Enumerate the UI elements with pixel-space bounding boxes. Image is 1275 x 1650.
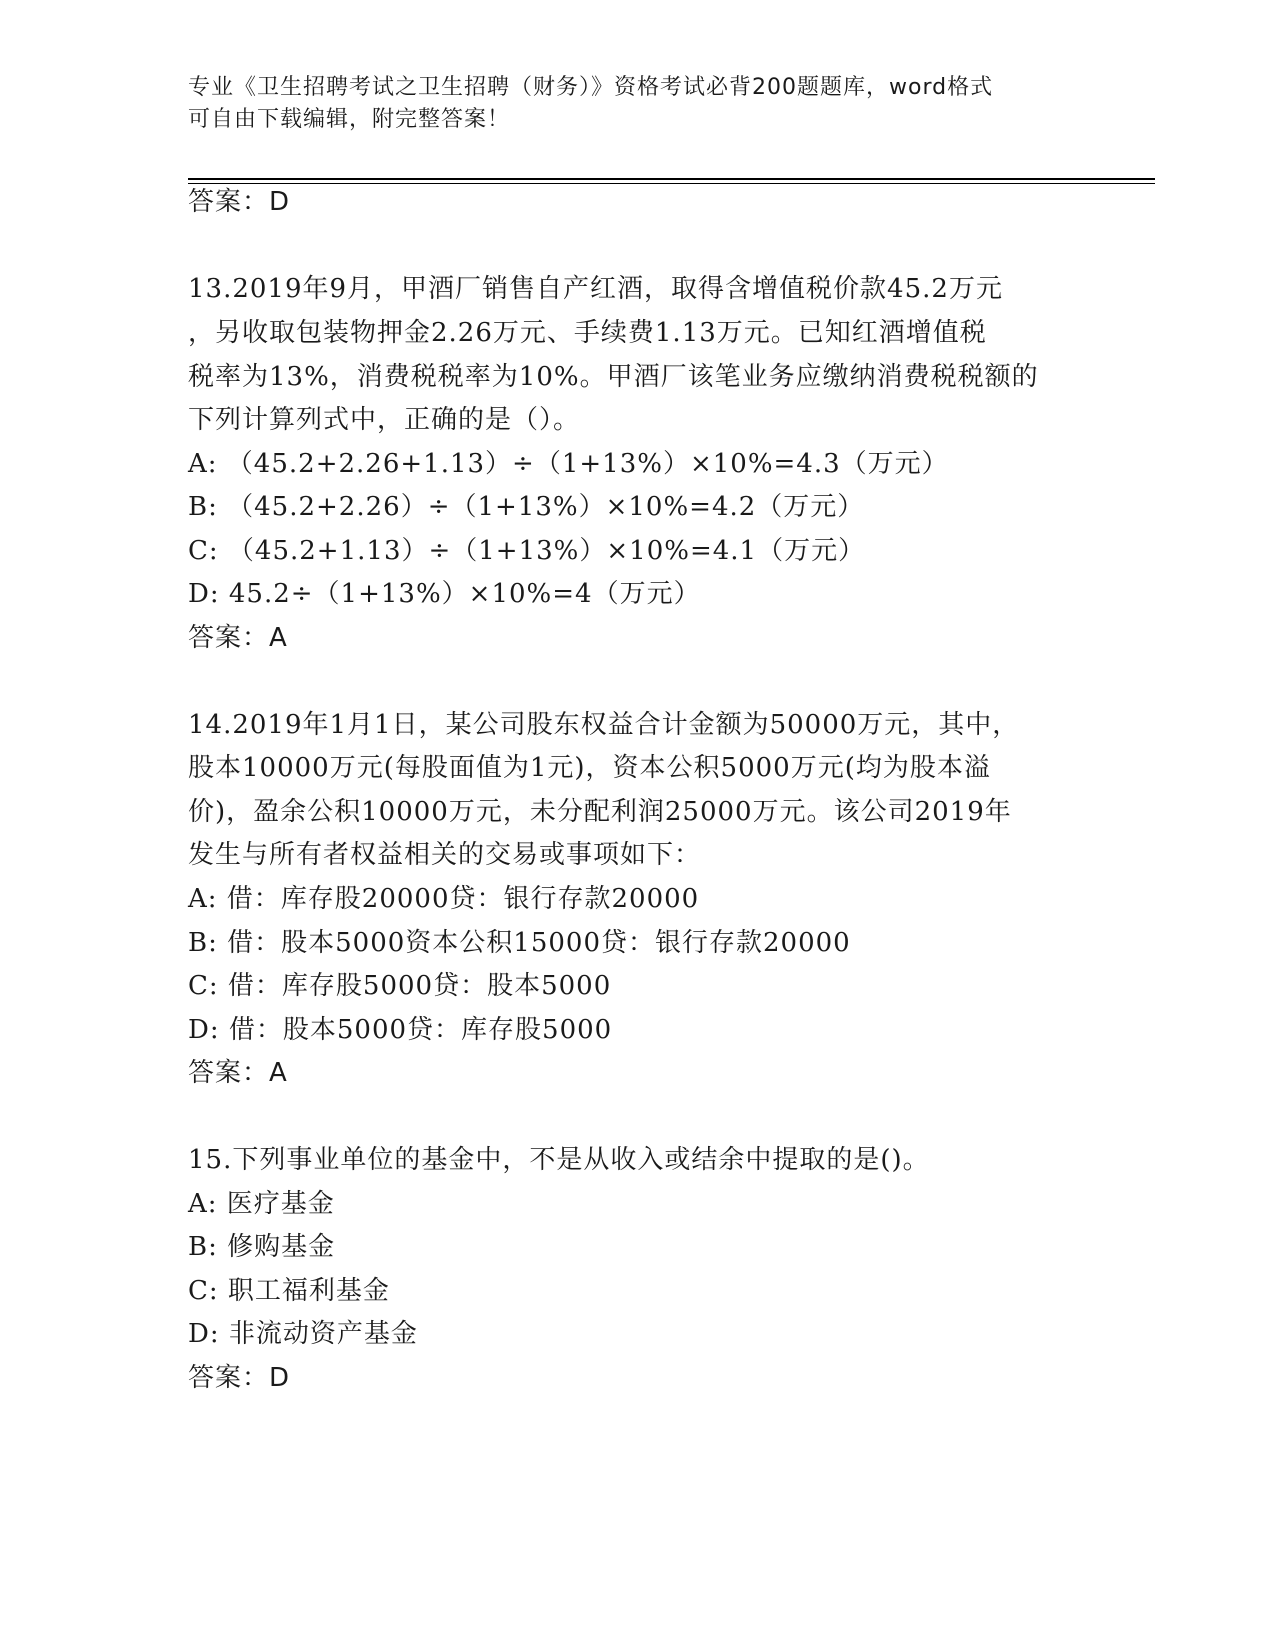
q13-stem-line-2: ，另收取包装物押金2.26万元、手续费1.13万元。已知红酒增值税: [188, 318, 987, 348]
q15-option-c: C: 职工福利基金: [188, 1276, 390, 1306]
q14-stem-line-1: 14.2019年1月1日，某公司股东权益合计金额为50000万元，其中，: [188, 710, 1020, 740]
q14-stem-line-2: 股本10000万元(每股面值为1元)，资本公积5000万元(均为股本溢: [188, 753, 991, 783]
header-rule-thick: [188, 178, 1155, 180]
q13-option-d: D: 45.2÷（1+13%）×10%=4（万元）: [188, 579, 701, 609]
q15-option-b: B: 修购基金: [188, 1232, 336, 1262]
q13-stem-line-4: 下列计算列式中，正确的是（）。: [188, 405, 581, 435]
q13-stem-line-3: 税率为13%，消费税税率为10%。甲酒厂该笔业务应缴纳消费税税额的: [188, 362, 1039, 392]
q13-option-b: B: （45.2+2.26）÷（1+13%）×10%=4.2（万元）: [188, 492, 865, 522]
q13-option-c: C: （45.2+1.13）÷（1+13%）×10%=4.1（万元）: [188, 536, 866, 566]
q13-option-a: A: （45.2+2.26+1.13）÷（1+13%）×10%=4.3（万元）: [188, 449, 949, 479]
q14-answer: 答案：A: [188, 1058, 288, 1088]
q14-stem-line-4: 发生与所有者权益相关的交易或事项如下：: [188, 840, 702, 870]
q14-option-b: B: 借：股本5000资本公积15000贷：银行存款20000: [188, 928, 851, 958]
q14-stem-line-3: 价)，盈余公积10000万元，未分配利润25000万元。该公司2019年: [188, 797, 1012, 827]
q15-option-d: D: 非流动资产基金: [188, 1319, 418, 1349]
previous-answer: 答案：D: [188, 187, 291, 217]
header-line-2: 可自由下载编辑，附完整答案！: [188, 107, 511, 132]
q14-option-a: A: 借：库存股20000贷：银行存款20000: [188, 884, 700, 914]
q15-stem-line-1: 15.下列事业单位的基金中，不是从收入或结余中提取的是()。: [188, 1145, 930, 1175]
q14-option-c: C: 借：库存股5000贷：股本5000: [188, 971, 612, 1001]
header-line-1: 专业《卫生招聘考试之卫生招聘（财务）》资格考试必背200题题库，word格式: [188, 75, 994, 100]
document-header: [188, 72, 1068, 136]
q14-option-d: D: 借：股本5000贷：库存股5000: [188, 1015, 613, 1045]
q15-answer: 答案：D: [188, 1363, 291, 1393]
q13-stem-line-1: 13.2019年9月，甲酒厂销售自产红酒，取得含增值税价款45.2万元: [188, 274, 1003, 304]
q15-option-a: A: 医疗基金: [188, 1189, 335, 1219]
header-rule-thin: [188, 183, 1155, 184]
q13-answer: 答案：A: [188, 623, 288, 653]
